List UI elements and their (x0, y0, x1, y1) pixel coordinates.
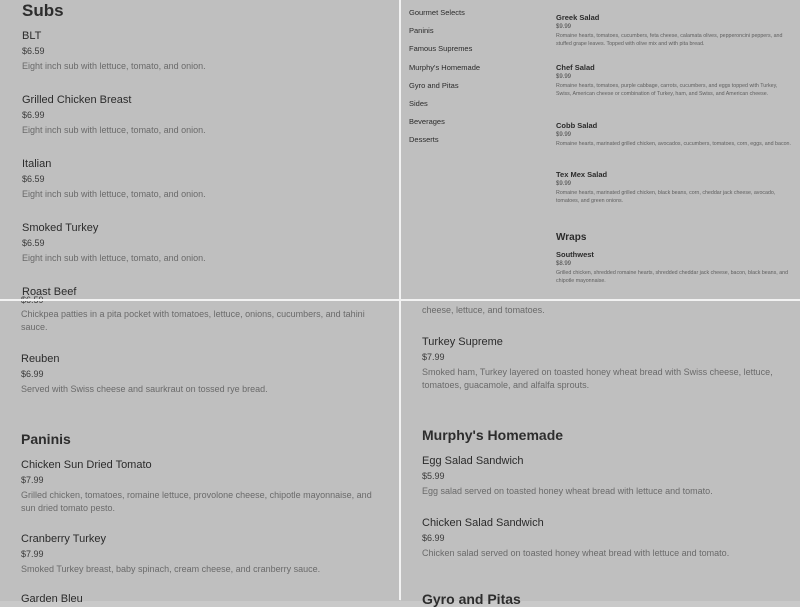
menu-item[interactable] (422, 517, 782, 560)
item-name: BLT (22, 30, 42, 42)
category-link[interactable]: Gyro and Pitas (409, 80, 459, 90)
item-price: $6.99 (22, 110, 45, 120)
item-name: Smoked Turkey (22, 222, 99, 234)
item-description: Eight inch sub with lettuce, tomato, and onion. (22, 125, 206, 135)
item-name: Chef Salad (556, 63, 595, 72)
item-name: Cranberry Turkey (21, 533, 106, 545)
item-price: $9.99 (556, 132, 572, 138)
item-name: Egg Salad Sandwich (422, 455, 524, 467)
item-description: Chickpea patties in a pita pocket with tomatoes, lettuce, onions, cucumbers, and tahini sauce. (21, 309, 365, 332)
horizontal-divider (0, 299, 800, 301)
item-description: Chicken salad served on toasted honey wheat bread with lettuce and tomato. (422, 548, 730, 558)
item-description: cheese, lettuce, and tomatoes. (422, 305, 545, 315)
item-price: $8.99 (556, 261, 572, 267)
item-price: $6.59 (22, 46, 45, 56)
panel-murphys (401, 301, 800, 607)
item-name-partial[interactable]: Garden Bleu (21, 593, 83, 605)
salad-item[interactable] (556, 63, 792, 98)
item-description: Grilled chicken, tomatoes, romaine lettuce, provolone cheese, chipotle mayonnaise, and sun dried tomato pesto. (21, 490, 372, 513)
menu-item[interactable] (21, 533, 381, 576)
item-price: $6.99 (21, 369, 44, 379)
section-title-partial: Gyro and Pitas (422, 591, 521, 607)
item-description: Eight inch sub with lettuce, tomato, and onion. (22, 253, 206, 263)
item-description: Smoked ham, Turkey layered on toasted honey wheat bread with Swiss cheese, lettuce, tomatoes, guacamole, and alfalfa sprouts. (422, 367, 773, 390)
panel-salads-wraps (401, 0, 800, 300)
section-title-subs: Subs (22, 1, 64, 20)
item-description: Romaine hearts, marinated grilled chicken, black beans, corn, cheddar jack cheese, avocado, tomatoes, and green onions. (556, 190, 776, 204)
category-link[interactable]: Desserts (409, 135, 439, 145)
category-link[interactable]: Paninis (409, 26, 434, 36)
item-name: Turkey Supreme (422, 336, 503, 348)
salad-item[interactable] (556, 170, 792, 205)
item-description: Eight inch sub with lettuce, tomato, and onion. (22, 61, 206, 71)
panel-subs (0, 0, 400, 300)
item-name: Cobb Salad (556, 121, 598, 130)
item-description: Eight inch sub with lettuce, tomato, and onion. (22, 189, 206, 199)
category-link[interactable]: Murphy's Homemade (409, 62, 481, 72)
item-price: $6.99 (422, 533, 445, 543)
item-description: Egg salad served on toasted honey wheat bread with lettuce and tomato. (422, 486, 713, 496)
section-title-paninis: Paninis (21, 431, 71, 447)
panel-paninis (0, 301, 400, 605)
category-link[interactable]: Beverages (409, 117, 445, 127)
menu-item[interactable] (22, 158, 206, 201)
item-price: $9.99 (556, 74, 572, 80)
category-nav (409, 8, 480, 154)
item-price: $7.99 (21, 549, 44, 559)
menu-item[interactable] (422, 455, 782, 498)
item-price: $5.99 (422, 471, 445, 481)
item-name: Chicken Sun Dried Tomato (21, 459, 152, 471)
item-name: Italian (22, 158, 52, 170)
category-link[interactable]: Gourmet Selects (409, 8, 465, 17)
item-name: Reuben (21, 353, 60, 365)
item-name: Tex Mex Salad (556, 170, 608, 179)
item-description: Romaine hearts, tomatoes, cucumbers, feta cheese, calamata olives, pepperoncini peppers, and stuffed grape leaves. Topped with olive mix and with pita bread. (556, 33, 783, 47)
category-link[interactable]: Sides (409, 98, 428, 108)
item-description: Grilled chicken, shredded romaine hearts, shredded cheddar jack cheese, bacon, black beans, and chipotle mayonnaise. (556, 270, 789, 284)
menu-item[interactable] (22, 222, 206, 265)
item-description: Romaine hearts, marinated grilled chicken, avocados, cucumbers, tomatoes, corn, eggs, and bacon. (556, 141, 791, 147)
menu-item[interactable] (22, 30, 206, 73)
item-name: Chicken Salad Sandwich (422, 517, 544, 529)
section-title-murphys: Murphy's Homemade (422, 427, 564, 443)
item-price: $9.99 (556, 181, 572, 187)
item-price: $6.59 (22, 238, 45, 248)
item-price: $7.99 (422, 352, 445, 362)
salad-item[interactable] (556, 121, 792, 148)
wrap-item[interactable] (556, 250, 792, 285)
salad-item[interactable] (556, 13, 792, 48)
item-name-roast-beef[interactable]: Roast Beef (22, 286, 77, 298)
section-title-wraps: Wraps (556, 232, 587, 243)
menu-item[interactable] (22, 94, 206, 137)
item-description: Served with Swiss cheese and saurkraut on tossed rye bread. (21, 384, 268, 394)
item-description: Smoked Turkey breast, baby spinach, cream cheese, and cranberry sauce. (21, 564, 321, 574)
item-name: Grilled Chicken Breast (22, 94, 132, 106)
menu-item[interactable] (21, 459, 381, 515)
item-name: Greek Salad (556, 13, 600, 22)
category-link[interactable]: Famous Supremes (409, 44, 473, 54)
item-price: $7.99 (21, 475, 44, 485)
menu-item[interactable] (422, 336, 782, 392)
menu-item[interactable] (21, 353, 268, 396)
item-name: Southwest (556, 250, 594, 259)
item-price: $6.59 (22, 174, 45, 184)
item-description: Romaine hearts, tomatoes, purple cabbage, carrots, cucumbers, and eggs topped with Turkey, Swiss, American cheese or combination of Turkey, ham, and Swiss, and American cheese. (556, 83, 778, 97)
item-price: $9.99 (556, 24, 572, 30)
